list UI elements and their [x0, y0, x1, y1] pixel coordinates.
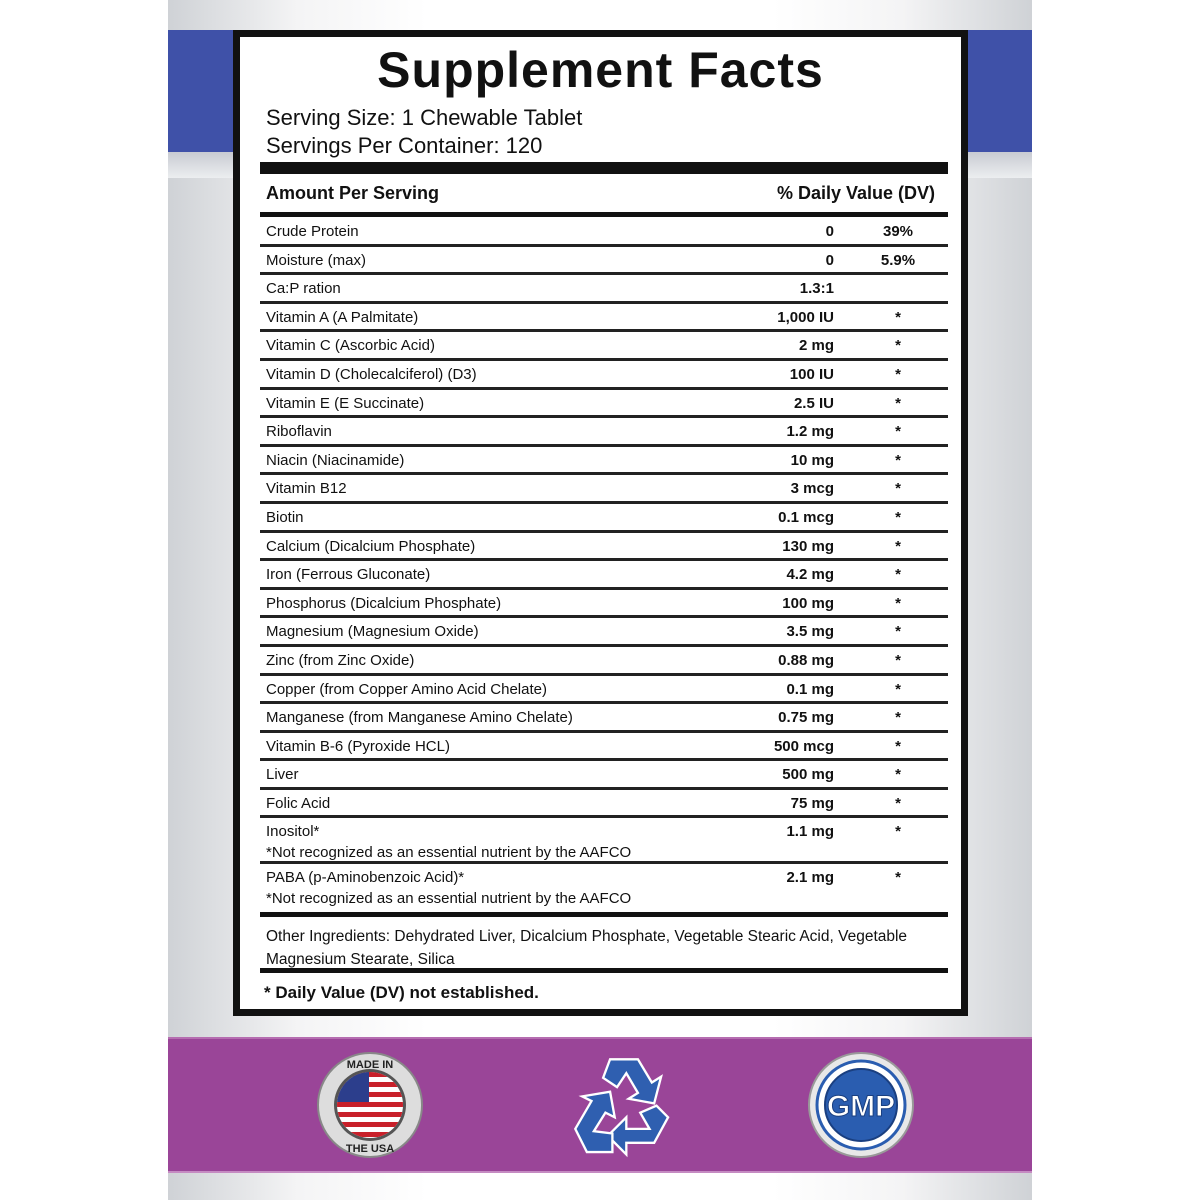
nutrient-amount: 0.88 mg	[778, 651, 834, 669]
nutrient-name: Vitamin D (Cholecalciferol) (D3)	[266, 365, 477, 383]
supplement-facts-label	[233, 30, 968, 1016]
nutrient-dv: *	[895, 566, 901, 584]
nutrient-name: Crude Protein	[266, 223, 359, 240]
nutrient-dv: *	[895, 394, 901, 412]
svg-text:MADE IN: MADE IN	[346, 1059, 394, 1071]
nutrient-amount: 0.75 mg	[778, 709, 834, 727]
nutrient-row	[260, 361, 948, 390]
nutrient-row	[260, 704, 948, 733]
nutrient-amount: 0.1 mg	[786, 680, 834, 698]
nutrient-row	[260, 733, 948, 762]
nutrient-dv: *	[895, 794, 901, 812]
nutrient-dv: *	[895, 709, 901, 727]
made-in-usa-badge-icon	[317, 1052, 423, 1158]
nutrient-dv: *	[895, 337, 901, 355]
nutrient-name: Folic Acid	[266, 794, 331, 812]
nutrient-name: Vitamin A (A Palmitate)	[266, 308, 419, 326]
nutrient-dv: *	[895, 594, 901, 612]
nutrient-name: Vitamin C (Ascorbic Acid)	[266, 337, 435, 355]
nutrient-name: Inositol*	[266, 823, 320, 841]
nutrient-name: Calcium (Dicalcium Phosphate)	[266, 537, 476, 555]
nutrient-amount: 0	[825, 251, 834, 269]
nutrient-amount: 0	[825, 223, 834, 240]
nutrient-dv: *	[895, 651, 901, 669]
divider	[260, 912, 948, 917]
nutrient-row	[260, 590, 948, 619]
nutrient-name: Phosphorus (Dicalcium Phosphate)	[266, 594, 502, 612]
nutrient-dv: *	[895, 365, 901, 383]
nutrient-name: Manganese (from Manganese Amino Chelate)	[266, 709, 573, 727]
nutrient-dv: 39%	[882, 223, 914, 240]
nutrient-amount: 1.3:1	[799, 280, 834, 298]
nutrient-dv: *	[895, 869, 901, 887]
nutrient-name: Vitamin B-6 (Pyroxide HCL)	[266, 737, 450, 755]
nutrient-name: Magnesium (Magnesium Oxide)	[266, 623, 479, 641]
nutrient-row	[260, 790, 948, 819]
nutrient-row	[260, 247, 948, 276]
nutrient-row	[260, 218, 948, 247]
nutrient-dv: *	[895, 737, 901, 755]
nutrient-amount: 130 mg	[782, 537, 834, 555]
nutrient-dv: *	[895, 508, 901, 526]
nutrient-row	[260, 504, 948, 533]
nutrient-dv: *	[895, 308, 901, 326]
nutrient-footnote: *Not recognized as an essential nutrient by the AAFCO	[266, 844, 632, 862]
gmp-badge-icon	[808, 1052, 914, 1158]
nutrient-row	[260, 761, 948, 790]
nutrient-row	[260, 561, 948, 590]
nutrient-footnote: *Not recognized as an essential nutrient by the AAFCO	[266, 890, 632, 908]
nutrient-name: Iron (Ferrous Gluconate)	[266, 566, 431, 584]
thick-divider	[260, 162, 948, 174]
nutrient-dv: *	[895, 623, 901, 641]
nutrient-amount: 75 mg	[790, 794, 834, 812]
svg-text:THE USA: THE USA	[345, 1143, 395, 1155]
svg-text:GMP: GMP	[826, 1090, 896, 1123]
nutrient-dv: *	[895, 537, 901, 555]
nutrient-amount: 500 mcg	[773, 737, 834, 755]
nutrient-name: Riboflavin	[266, 423, 332, 441]
nutrient-row	[260, 304, 948, 333]
nutrient-row	[260, 418, 948, 447]
amount-header: Amount Per Serving	[266, 183, 440, 203]
nutrient-name: Moisture (max)	[266, 251, 367, 269]
nutrient-amount: 2.1 mg	[786, 869, 834, 887]
serving-size: Serving Size: 1 Chewable Tablet	[266, 105, 583, 130]
nutrient-name: Copper (from Copper Amino Acid Chelate)	[266, 680, 547, 698]
nutrient-row	[260, 818, 948, 864]
nutrient-dv: *	[895, 766, 901, 784]
nutrient-dv: *	[895, 423, 901, 441]
nutrient-name: Vitamin B12	[266, 480, 347, 498]
nutrient-row	[260, 618, 948, 647]
nutrient-name: Ca:P ration	[266, 280, 341, 298]
table-header	[266, 183, 935, 204]
nutrient-row	[260, 332, 948, 361]
label-title: Supplement Facts	[377, 42, 824, 98]
nutrient-row	[260, 864, 948, 915]
divider	[260, 212, 948, 217]
nutrient-row	[260, 475, 948, 504]
nutrient-dv: *	[895, 451, 901, 469]
nutrient-amount: 2.5 IU	[793, 394, 834, 412]
nutrient-amount: 1,000 IU	[777, 308, 834, 326]
nutrient-amount: 100 mg	[782, 594, 834, 612]
nutrient-name: Liver	[266, 766, 299, 784]
nutrient-amount: 1.1 mg	[786, 823, 834, 841]
nutrient-amount: 2 mg	[798, 337, 834, 355]
nutrient-name: Biotin	[266, 508, 304, 526]
dv-note: * Daily Value (DV) not established.	[264, 983, 539, 1002]
nutrient-row	[260, 533, 948, 562]
nutrient-dv: 5.9%	[880, 251, 916, 269]
nutrient-amount: 100 IU	[789, 365, 834, 383]
nutrient-amount: 3 mcg	[790, 480, 834, 498]
nutrient-row	[260, 390, 948, 419]
recycle-icon	[566, 1050, 682, 1166]
nutrient-name: Zinc (from Zinc Oxide)	[266, 651, 415, 669]
nutrient-name: PABA (p-Aminobenzoic Acid)*	[266, 869, 465, 887]
nutrient-row	[260, 447, 948, 476]
nutrient-amount: 500 mg	[782, 766, 834, 784]
nutrient-amount: 1.2 mg	[786, 423, 834, 441]
nutrient-row	[260, 275, 948, 304]
nutrient-row	[260, 676, 948, 705]
nutrient-amount: 10 mg	[790, 451, 834, 469]
divider	[260, 968, 948, 973]
nutrient-amount: 4.2 mg	[786, 566, 834, 584]
nutrient-name: Vitamin E (E Succinate)	[266, 394, 425, 412]
nutrient-name: Niacin (Niacinamide)	[266, 451, 405, 469]
nutrient-table	[260, 218, 948, 915]
dv-header: % Daily Value (DV)	[776, 183, 935, 203]
nutrient-dv: *	[895, 480, 901, 498]
nutrient-dv: *	[895, 680, 901, 698]
other-ingredients: Other Ingredients: Dehydrated Liver, Dicalcium Phosphate, Vegetable Stearic Acid, Vegetable Magnesium Stearate, Silica	[266, 928, 908, 968]
nutrient-dv: *	[895, 823, 901, 841]
nutrient-row	[260, 647, 948, 676]
nutrient-amount: 3.5 mg	[786, 623, 834, 641]
servings-per-container: Servings Per Container: 120	[266, 133, 543, 158]
nutrient-amount: 0.1 mcg	[778, 508, 834, 526]
